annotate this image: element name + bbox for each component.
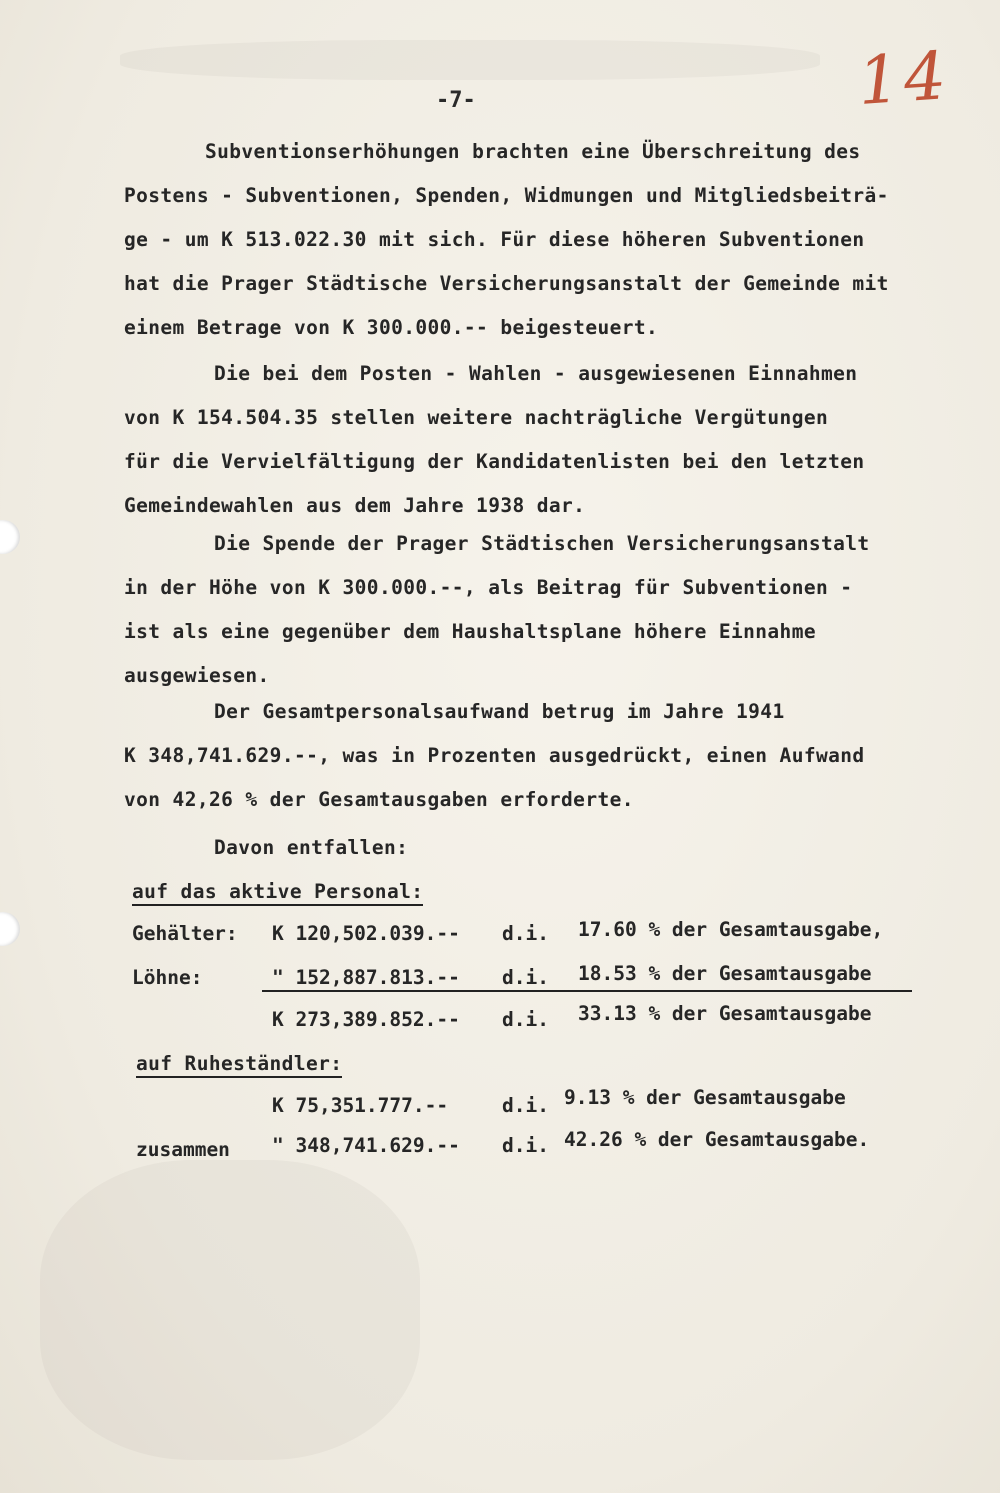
text-line: in der Höhe von K 300.000.--, als Beitrag für Subventionen - bbox=[124, 576, 853, 599]
row-amount: K 75,351.777.-- bbox=[272, 1094, 449, 1117]
row-amount: K 273,389.852.-- bbox=[272, 1008, 460, 1031]
row-percent: 17.60 % der Gesamtausgabe, bbox=[578, 918, 884, 941]
text-line: Subventionserhöhungen brachten eine Überschreitung des bbox=[205, 140, 861, 163]
row-di: d.i. bbox=[502, 922, 549, 945]
text-line: von K 154.504.35 stellen weitere nachträgliche Vergütungen bbox=[124, 406, 829, 429]
punch-hole bbox=[0, 520, 20, 554]
text-line: einem Betrage von K 300.000.-- beigesteuert. bbox=[124, 316, 659, 339]
text-line: Die Spende der Prager Städtischen Versicherungsanstalt bbox=[214, 532, 870, 555]
row-percent: 42.26 % der Gesamtausgabe. bbox=[564, 1128, 870, 1151]
row-di: d.i. bbox=[502, 1134, 549, 1157]
bleed-through-smudge bbox=[40, 1160, 420, 1460]
text-line: für die Vervielfältigung der Kandidatenlisten bei den letzten bbox=[124, 450, 865, 473]
section-heading-active-staff bbox=[132, 880, 423, 903]
text-line: Die bei dem Posten - Wahlen - ausgewiesenen Einnahmen bbox=[214, 362, 858, 385]
bleed-through-smudge bbox=[120, 40, 820, 80]
row-di: d.i. bbox=[502, 966, 549, 989]
text-line: ist als eine gegenüber dem Haushaltsplane höhere Einnahme bbox=[124, 620, 816, 643]
text-line: K 348,741.629.--, was in Prozenten ausgedrückt, einen Aufwand bbox=[124, 744, 865, 767]
text-line: Davon entfallen: bbox=[214, 836, 409, 859]
row-label: Gehälter: bbox=[132, 922, 238, 945]
text-line: Der Gesamtpersonalsaufwand betrug im Jahre 1941 bbox=[214, 700, 785, 723]
row-label: zusammen bbox=[136, 1138, 230, 1161]
sum-underline bbox=[262, 990, 912, 992]
row-di: d.i. bbox=[502, 1094, 549, 1117]
text-line: Gemeindewahlen aus dem Jahre 1938 dar. bbox=[124, 494, 586, 517]
punch-hole bbox=[0, 912, 20, 946]
text-line: ausgewiesen. bbox=[124, 664, 270, 687]
row-di: d.i. bbox=[502, 1008, 549, 1031]
row-label: Löhne: bbox=[132, 966, 203, 989]
section-heading-text: auf Ruheständler: bbox=[136, 1052, 342, 1078]
row-percent: 18.53 % der Gesamtausgabe bbox=[578, 962, 872, 985]
text-line: von 42,26 % der Gesamtausgaben erforderte. bbox=[124, 788, 634, 811]
handwritten-page-number: 14 bbox=[855, 36, 953, 121]
row-amount: " 152,887.813.-- bbox=[272, 966, 460, 989]
section-heading-retired bbox=[136, 1052, 342, 1075]
row-amount: " 348,741.629.-- bbox=[272, 1134, 460, 1157]
text-line: hat die Prager Städtische Versicherungsanstalt der Gemeinde mit bbox=[124, 272, 889, 295]
row-percent: 9.13 % der Gesamtausgabe bbox=[564, 1086, 846, 1109]
page-number: -7- bbox=[436, 88, 476, 113]
text-line: Postens - Subventionen, Spenden, Widmungen und Mitgliedsbeiträ- bbox=[124, 184, 889, 207]
section-heading-text: auf das aktive Personal: bbox=[132, 880, 423, 906]
row-percent: 33.13 % der Gesamtausgabe bbox=[578, 1002, 872, 1025]
row-amount: K 120,502.039.-- bbox=[272, 922, 460, 945]
text-line: ge - um K 513.022.30 mit sich. Für diese höheren Subventionen bbox=[124, 228, 865, 251]
